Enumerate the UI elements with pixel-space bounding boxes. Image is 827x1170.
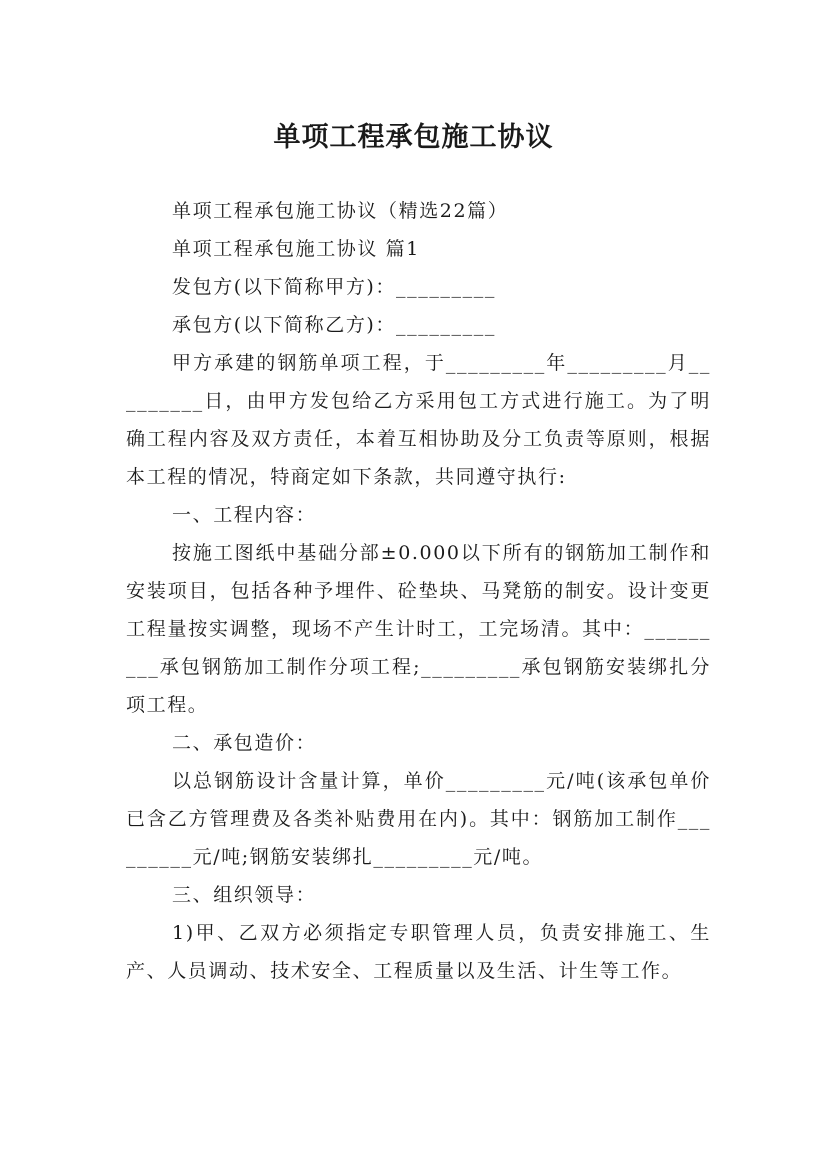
party-b-line: 承包方(以下简称乙方)：_________	[172, 314, 496, 336]
document-title: 单项工程承包施工协议	[273, 122, 554, 154]
section-heading-organization: 三、组织领导：	[172, 884, 317, 906]
document-body	[126, 192, 711, 990]
doc-section-label: 单项工程承包施工协议 篇1	[172, 238, 420, 260]
content-paragraph: 按施工图纸中基础分部±0.000以下所有的钢筋加工制作和安装项目，包括各种予埋件、砼垫块、马凳筋的制安。设计变更工程量按实调整，现场不产生计时工，工完场清。其中：_________承包钢筋加工制作分项工程;_________承包钢筋安装绑扎分项工程。	[126, 542, 711, 716]
organization-paragraph: 1)甲、乙双方必须指定专职管理人员，负责安排施工、生产、人员调动、技术安全、工程质量以及生活、计生等工作。	[126, 922, 711, 982]
party-a-line: 发包方(以下简称甲方)：_________	[172, 276, 496, 298]
doc-heading-subtitle: 单项工程承包施工协议（精选22篇）	[172, 200, 509, 222]
section-heading-content: 一、工程内容：	[172, 504, 317, 526]
price-paragraph: 以总钢筋设计含量计算，单价_________元/吨(该承包单价已含乙方管理费及各类补贴费用在内)。其中：钢筋加工制作_________元/吨;钢筋安装绑扎_________元/吨。	[126, 770, 711, 868]
section-heading-price: 二、承包造价：	[172, 732, 317, 754]
intro-paragraph: 甲方承建的钢筋单项工程，于_________年_________月_________日，由甲方发包给乙方采用包工方式进行施工。为了明确工程内容及双方责任，本着互相协助及分工负责等原则，根据本工程的情况，特商定如下条款，共同遵守执行:	[126, 352, 711, 488]
